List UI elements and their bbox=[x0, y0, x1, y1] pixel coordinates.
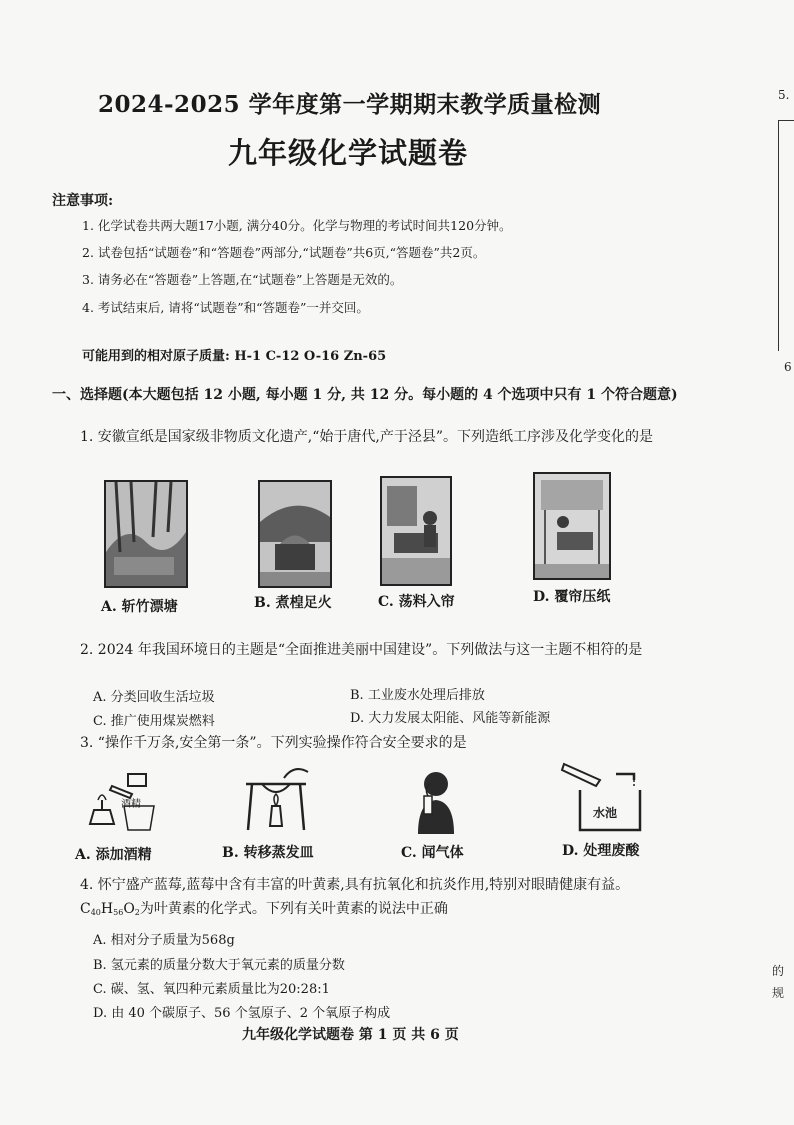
edge-mark: 6 bbox=[784, 360, 792, 374]
q3-option-c: C. 闻气体 bbox=[401, 845, 464, 861]
notice-item: 4. 考试结束后, 请将“试题卷”和“答题卷”一并交回。 bbox=[82, 300, 369, 315]
q4-option-a: A. 相对分子质量为568g bbox=[93, 933, 235, 948]
question-4-stem bbox=[80, 873, 685, 925]
edge-mark: 的 bbox=[772, 964, 785, 978]
evaporating-dish-icon bbox=[236, 764, 316, 834]
q4-stem-pre: 4. 怀宁盛产蓝莓,蓝莓中含有丰富的叶黄素,具有抗氧化和抗炎作用,特别对眼睛健康有益。 bbox=[80, 877, 630, 893]
papermaking-image-c bbox=[380, 476, 452, 586]
next-page-edge bbox=[778, 120, 794, 351]
edge-mark: 规 bbox=[772, 986, 785, 1000]
papermaking-image-b bbox=[258, 480, 332, 588]
page-footer: 九年级化学试题卷 第 1 页 共 6 页 bbox=[242, 1027, 459, 1043]
q2-option-b: B. 工业废水处理后排放 bbox=[350, 688, 485, 703]
exam-title: 2024-2025 学年度第一学期期末教学质量检测 bbox=[98, 91, 602, 118]
notice-item: 2. 试卷包括“试题卷”和“答题卷”两部分,“试题卷”共6页,“答题卷”共2页。 bbox=[82, 245, 486, 260]
q1-option-c: C. 荡料入帘 bbox=[378, 594, 455, 610]
question-1-stem: 1. 安徽宣纸是国家级非物质文化遗产,“始于唐代,产于泾县”。下列造纸工序涉及化学变化的是 bbox=[80, 429, 654, 445]
question-2-stem: 2. 2024 年我国环境日的主题是“全面推进美丽中国建设”。下列做法与这一主题不相符的是 bbox=[80, 642, 643, 658]
q4-option-b: B. 氢元素的质量分数大于氧元素的质量分数 bbox=[93, 958, 345, 973]
section-heading: 一、选择题(本大题包括 12 小题, 每小题 1 分, 共 12 分。每小题的 4 个选项中只有 1 个符合题意) bbox=[52, 387, 678, 403]
q3-option-b: B. 转移蒸发皿 bbox=[222, 845, 314, 861]
atomic-masses: 可能用到的相对原子质量: H-1 C-12 O-16 Zn-65 bbox=[82, 349, 387, 364]
papermaking-image-d bbox=[533, 472, 611, 580]
q3-option-a: A. 添加酒精 bbox=[75, 847, 152, 863]
q2-option-a: A. 分类回收生活垃圾 bbox=[93, 690, 215, 705]
q4-option-d: D. 由 40 个碳原子、56 个氢原子、2 个氧原子构成 bbox=[93, 1006, 391, 1021]
alcohol-label: 酒精 bbox=[121, 799, 141, 810]
waste-acid-sink-icon bbox=[560, 758, 656, 834]
notice-item: 1. 化学试卷共两大题17小题, 满分40分。化学与物理的考试时间共120分钟。 bbox=[82, 218, 512, 233]
exam-subtitle: 九年级化学试题卷 bbox=[228, 136, 469, 170]
question-3-stem: 3. “操作千万条,安全第一条”。下列实验操作符合安全要求的是 bbox=[80, 735, 467, 751]
smelling-gas-icon bbox=[404, 764, 464, 834]
q1-option-a: A. 斩竹漂塘 bbox=[101, 599, 178, 615]
lutein-formula: $C_{40}H_{56}O_2$ bbox=[80, 901, 140, 917]
edge-mark: 5. bbox=[778, 88, 790, 102]
notice-item: 3. 请务必在“答题卷”上答题,在“试题卷”上答题是无效的。 bbox=[82, 272, 403, 287]
papermaking-image-a bbox=[104, 480, 188, 588]
q4-option-c: C. 碳、氢、氧四种元素质量比为20:28:1 bbox=[93, 982, 330, 997]
q1-option-d: D. 覆帘压纸 bbox=[533, 589, 611, 605]
q1-option-b: B. 煮楻足火 bbox=[254, 595, 332, 611]
q2-option-c: C. 推广使用煤炭燃料 bbox=[93, 714, 215, 729]
q3-option-d: D. 处理废酸 bbox=[562, 843, 640, 859]
sink-label: 水池 bbox=[593, 806, 618, 820]
q2-option-d: D. 大力发展太阳能、风能等新能源 bbox=[350, 711, 551, 726]
notice-heading: 注意事项: bbox=[52, 193, 114, 209]
q4-stem-post: 为叶黄素的化学式。下列有关叶黄素的说法中正确 bbox=[139, 901, 448, 917]
